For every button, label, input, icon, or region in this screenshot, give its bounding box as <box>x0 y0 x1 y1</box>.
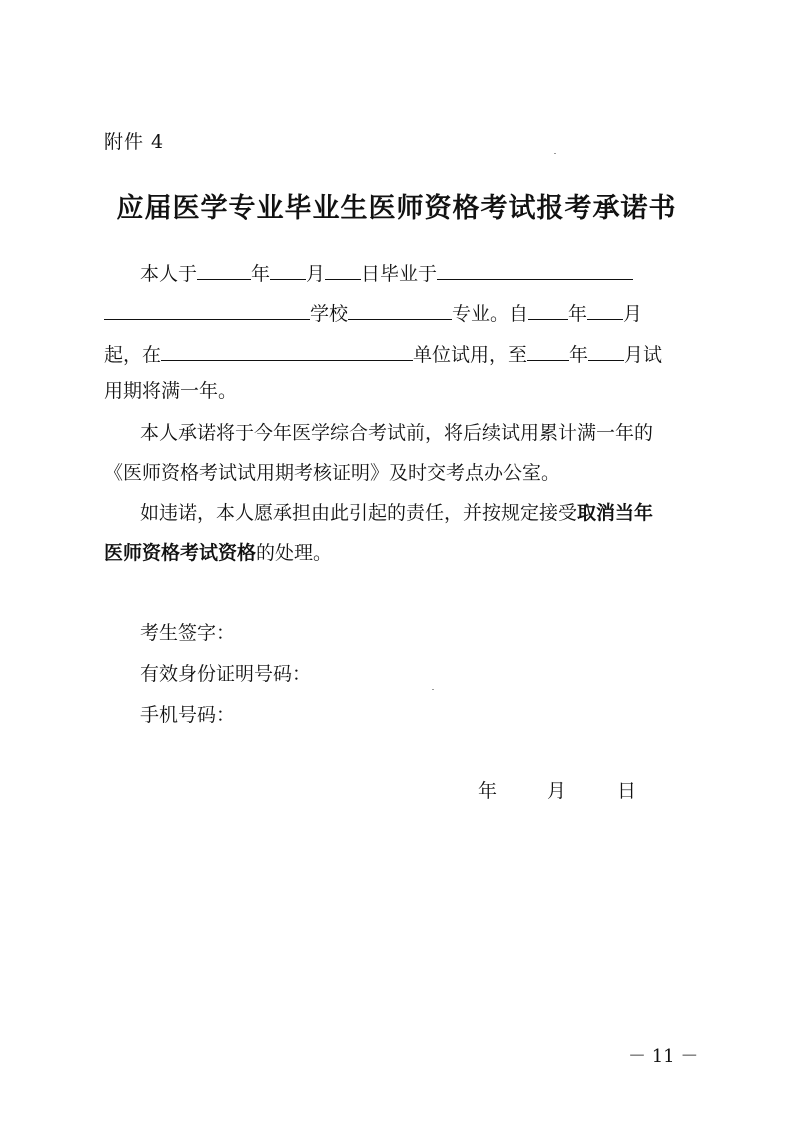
attachment-label: 附件 4 <box>104 131 165 153</box>
major-blank[interactable] <box>348 299 452 320</box>
date-year: 年 <box>478 780 498 802</box>
text-year-3: 年 <box>569 344 589 366</box>
fill-line-2 <box>104 299 642 327</box>
commitment-line-2: 《医师资格考试试用期考核证明》及时交考点办公室。 <box>104 462 561 484</box>
violation-line-1 <box>140 500 653 526</box>
scan-speck <box>554 153 556 154</box>
text-unit-trial-to: 单位试用，至 <box>413 344 528 366</box>
fill-line-3 <box>104 340 662 368</box>
id-number-label: 有效身份证明号码： <box>140 663 312 685</box>
violation-bold-text-2: 医师资格考试资格 <box>104 542 257 564</box>
trial-start-year-blank[interactable] <box>528 299 568 320</box>
violation-text: 如违诺，本人愿承担由此引起的责任，并按规定接受 <box>140 502 578 524</box>
text-month: 月 <box>306 263 326 285</box>
text-month-2: 月 <box>623 303 643 325</box>
graduated-from-blank-2[interactable] <box>104 299 310 320</box>
trial-start-month-blank[interactable] <box>587 299 623 320</box>
trial-end-month-blank[interactable] <box>588 340 624 361</box>
commitment-line-1: 本人承诺将于今年医学综合考试前，将后续试用累计满一年的 <box>140 422 654 444</box>
graduated-from-blank-1[interactable] <box>437 259 633 280</box>
text-qi-zai: 起，在 <box>104 344 162 366</box>
trial-unit-blank[interactable] <box>161 340 413 361</box>
graduation-day-blank[interactable] <box>325 259 361 280</box>
trial-end-year-blank[interactable] <box>527 340 569 361</box>
violation-bold-text-1: 取消当年 <box>577 502 654 524</box>
date-month: 月 <box>547 780 567 802</box>
document-title: 应届医学专业毕业生医师资格考试报考承诺书 <box>116 193 677 224</box>
date-day: 日 <box>617 780 637 802</box>
fill-line-4: 用期将满一年。 <box>104 380 238 402</box>
page-number: － 11 － <box>628 1046 699 1067</box>
text-day-graduated-from: 日毕业于 <box>361 263 438 285</box>
phone-number-label: 手机号码： <box>140 704 236 726</box>
violation-text-end: 的处理。 <box>256 542 333 564</box>
text-school: 学校 <box>310 303 349 325</box>
text-ben-ren-yu: 本人于 <box>140 263 198 285</box>
scan-speck <box>432 689 434 690</box>
text-month-trial: 月试 <box>624 344 663 366</box>
text-year: 年 <box>251 263 271 285</box>
fill-line-1 <box>140 259 633 287</box>
graduation-year-blank[interactable] <box>197 259 251 280</box>
signer-signature-label: 考生签字： <box>140 622 236 644</box>
text-major-from: 专业。自 <box>452 303 529 325</box>
graduation-month-blank[interactable] <box>270 259 306 280</box>
text-year-2: 年 <box>568 303 588 325</box>
violation-line-2 <box>104 540 332 566</box>
